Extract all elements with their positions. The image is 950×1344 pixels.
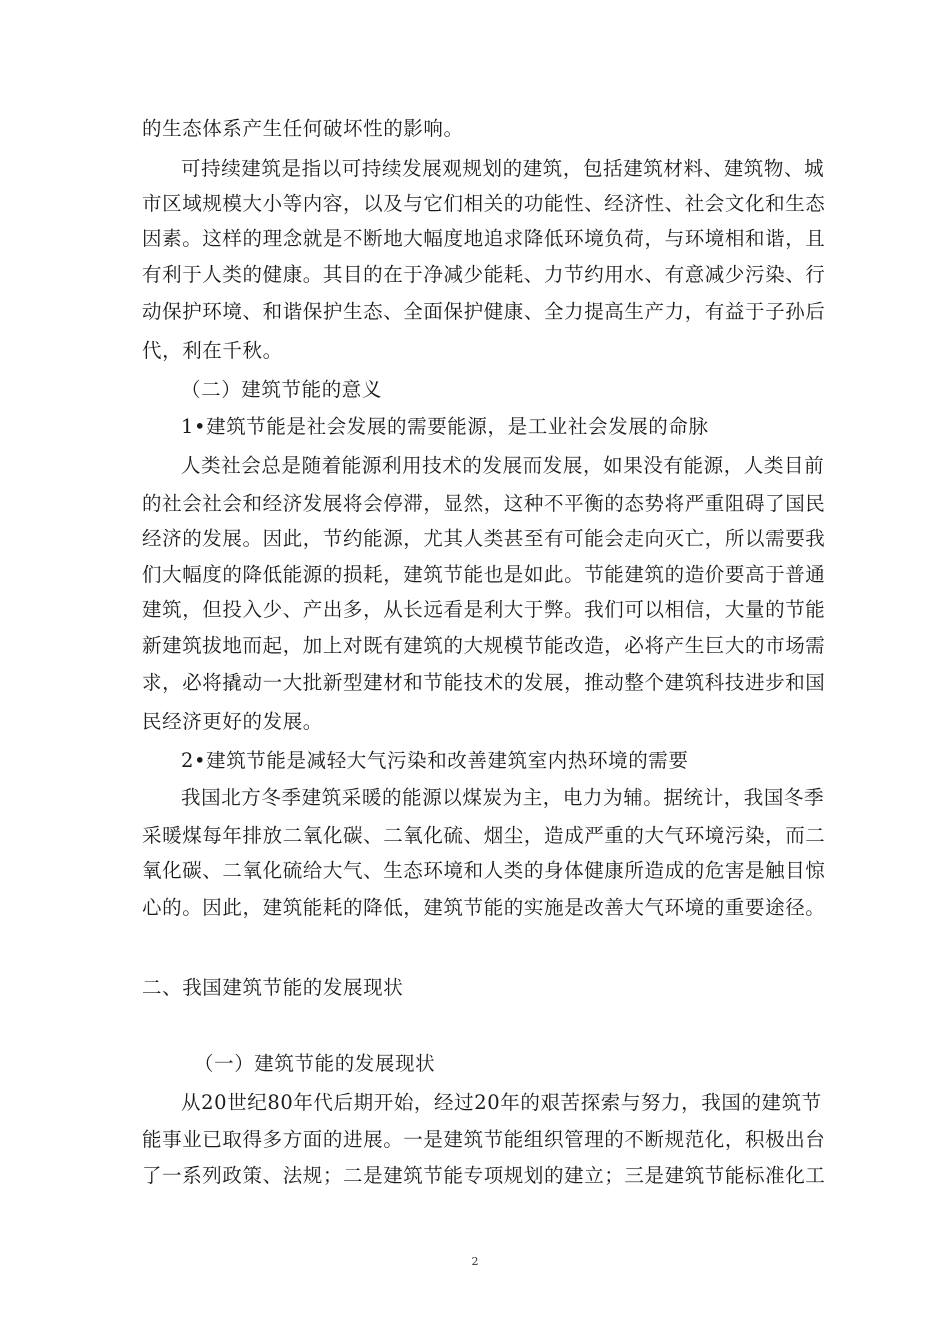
body-line: 动保护环境、和谐保护生态、全面保护健康、全力提高生产力，有益于子孙后 (142, 300, 826, 323)
body-line: 求，必将撬动一大批新型建材和节能技术的发展，推动整个建筑科技进步和国 (142, 671, 826, 694)
section-heading: 二、我国建筑节能的发展现状 (142, 976, 404, 999)
body-line: 的社会社会和经济发展将会停滞，显然，这种不平衡的态势将严重阻碍了国民 (142, 492, 826, 515)
body-line: 有利于人类的健康。其目的在于净减少能耗、力节约用水、有意减少污染、行 (142, 263, 826, 286)
body-line: 民经济更好的发展。 (142, 710, 323, 733)
body-line: 了一系列政策、法规；二是建筑节能专项规划的建立；三是建筑节能标准化工 (142, 1164, 826, 1187)
body-line: 氧化碳、二氧化硫给大气、生态环境和人类的身体健康所造成的危害是触目惊 (142, 859, 826, 882)
body-line: 心的。因此，建筑能耗的降低，建筑节能的实施是改善大气环境的重要途径。 (142, 896, 826, 919)
paragraph-first-line: 从20世纪80年代后期开始，经过20年的艰苦探索与努力，我国的建筑节 (181, 1091, 822, 1114)
body-line: 建筑，但投入少、产出多，从长远看是利大于弊。我们可以相信，大量的节能 (142, 598, 826, 621)
paragraph-first-line: 我国北方冬季建筑采暖的能源以煤炭为主，电力为辅。据统计，我国冬季 (181, 786, 825, 809)
body-line: 经济的发展。因此，节约能源，尤其人类甚至有可能会走向灭亡，所以需要我 (142, 527, 826, 550)
body-line: 因素。这样的理念就是不断地大幅度地追求降低环境负荷，与环境相和谐，且 (142, 227, 826, 250)
body-line: 市区域规模大小等内容，以及与它们相关的功能性、经济性、社会文化和生态 (142, 192, 826, 215)
subsection-heading: （一）建筑节能的发展现状 (194, 1052, 436, 1075)
paragraph-first-line: 人类社会总是随着能源利用技术的发展而发展，如果没有能源，人类目前 (181, 454, 825, 477)
page-number: 2 (471, 1255, 479, 1268)
body-line: 能事业已取得多方面的进展。一是建筑节能组织管理的不断规范化，积极出台 (142, 1128, 826, 1151)
body-line: 采暖煤每年排放二氧化碳、二氧化硫、烟尘，造成严重的大气环境污染，而二 (142, 824, 826, 847)
numbered-heading: 1•建筑节能是社会发展的需要能源，是工业社会发展的命脉 (181, 415, 709, 438)
paragraph-first-line: 可持续建筑是指以可持续发展观规划的建筑，包括建筑材料、建筑物、城 (181, 157, 825, 180)
body-line: 代，利在千秋。 (142, 339, 283, 362)
numbered-heading: 2•建筑节能是减轻大气污染和改善建筑室内热环境的需要 (181, 749, 689, 772)
body-line: 新建筑拔地而起，加上对既有建筑的大规模节能改造，必将产生巨大的市场需 (142, 634, 826, 657)
subsection-heading: （二）建筑节能的意义 (181, 378, 383, 401)
body-line: 们大幅度的降低能源的损耗，建筑节能也是如此。节能建筑的造价要高于普通 (142, 563, 826, 586)
body-line: 的生态体系产生任何破坏性的影响。 (142, 117, 464, 140)
